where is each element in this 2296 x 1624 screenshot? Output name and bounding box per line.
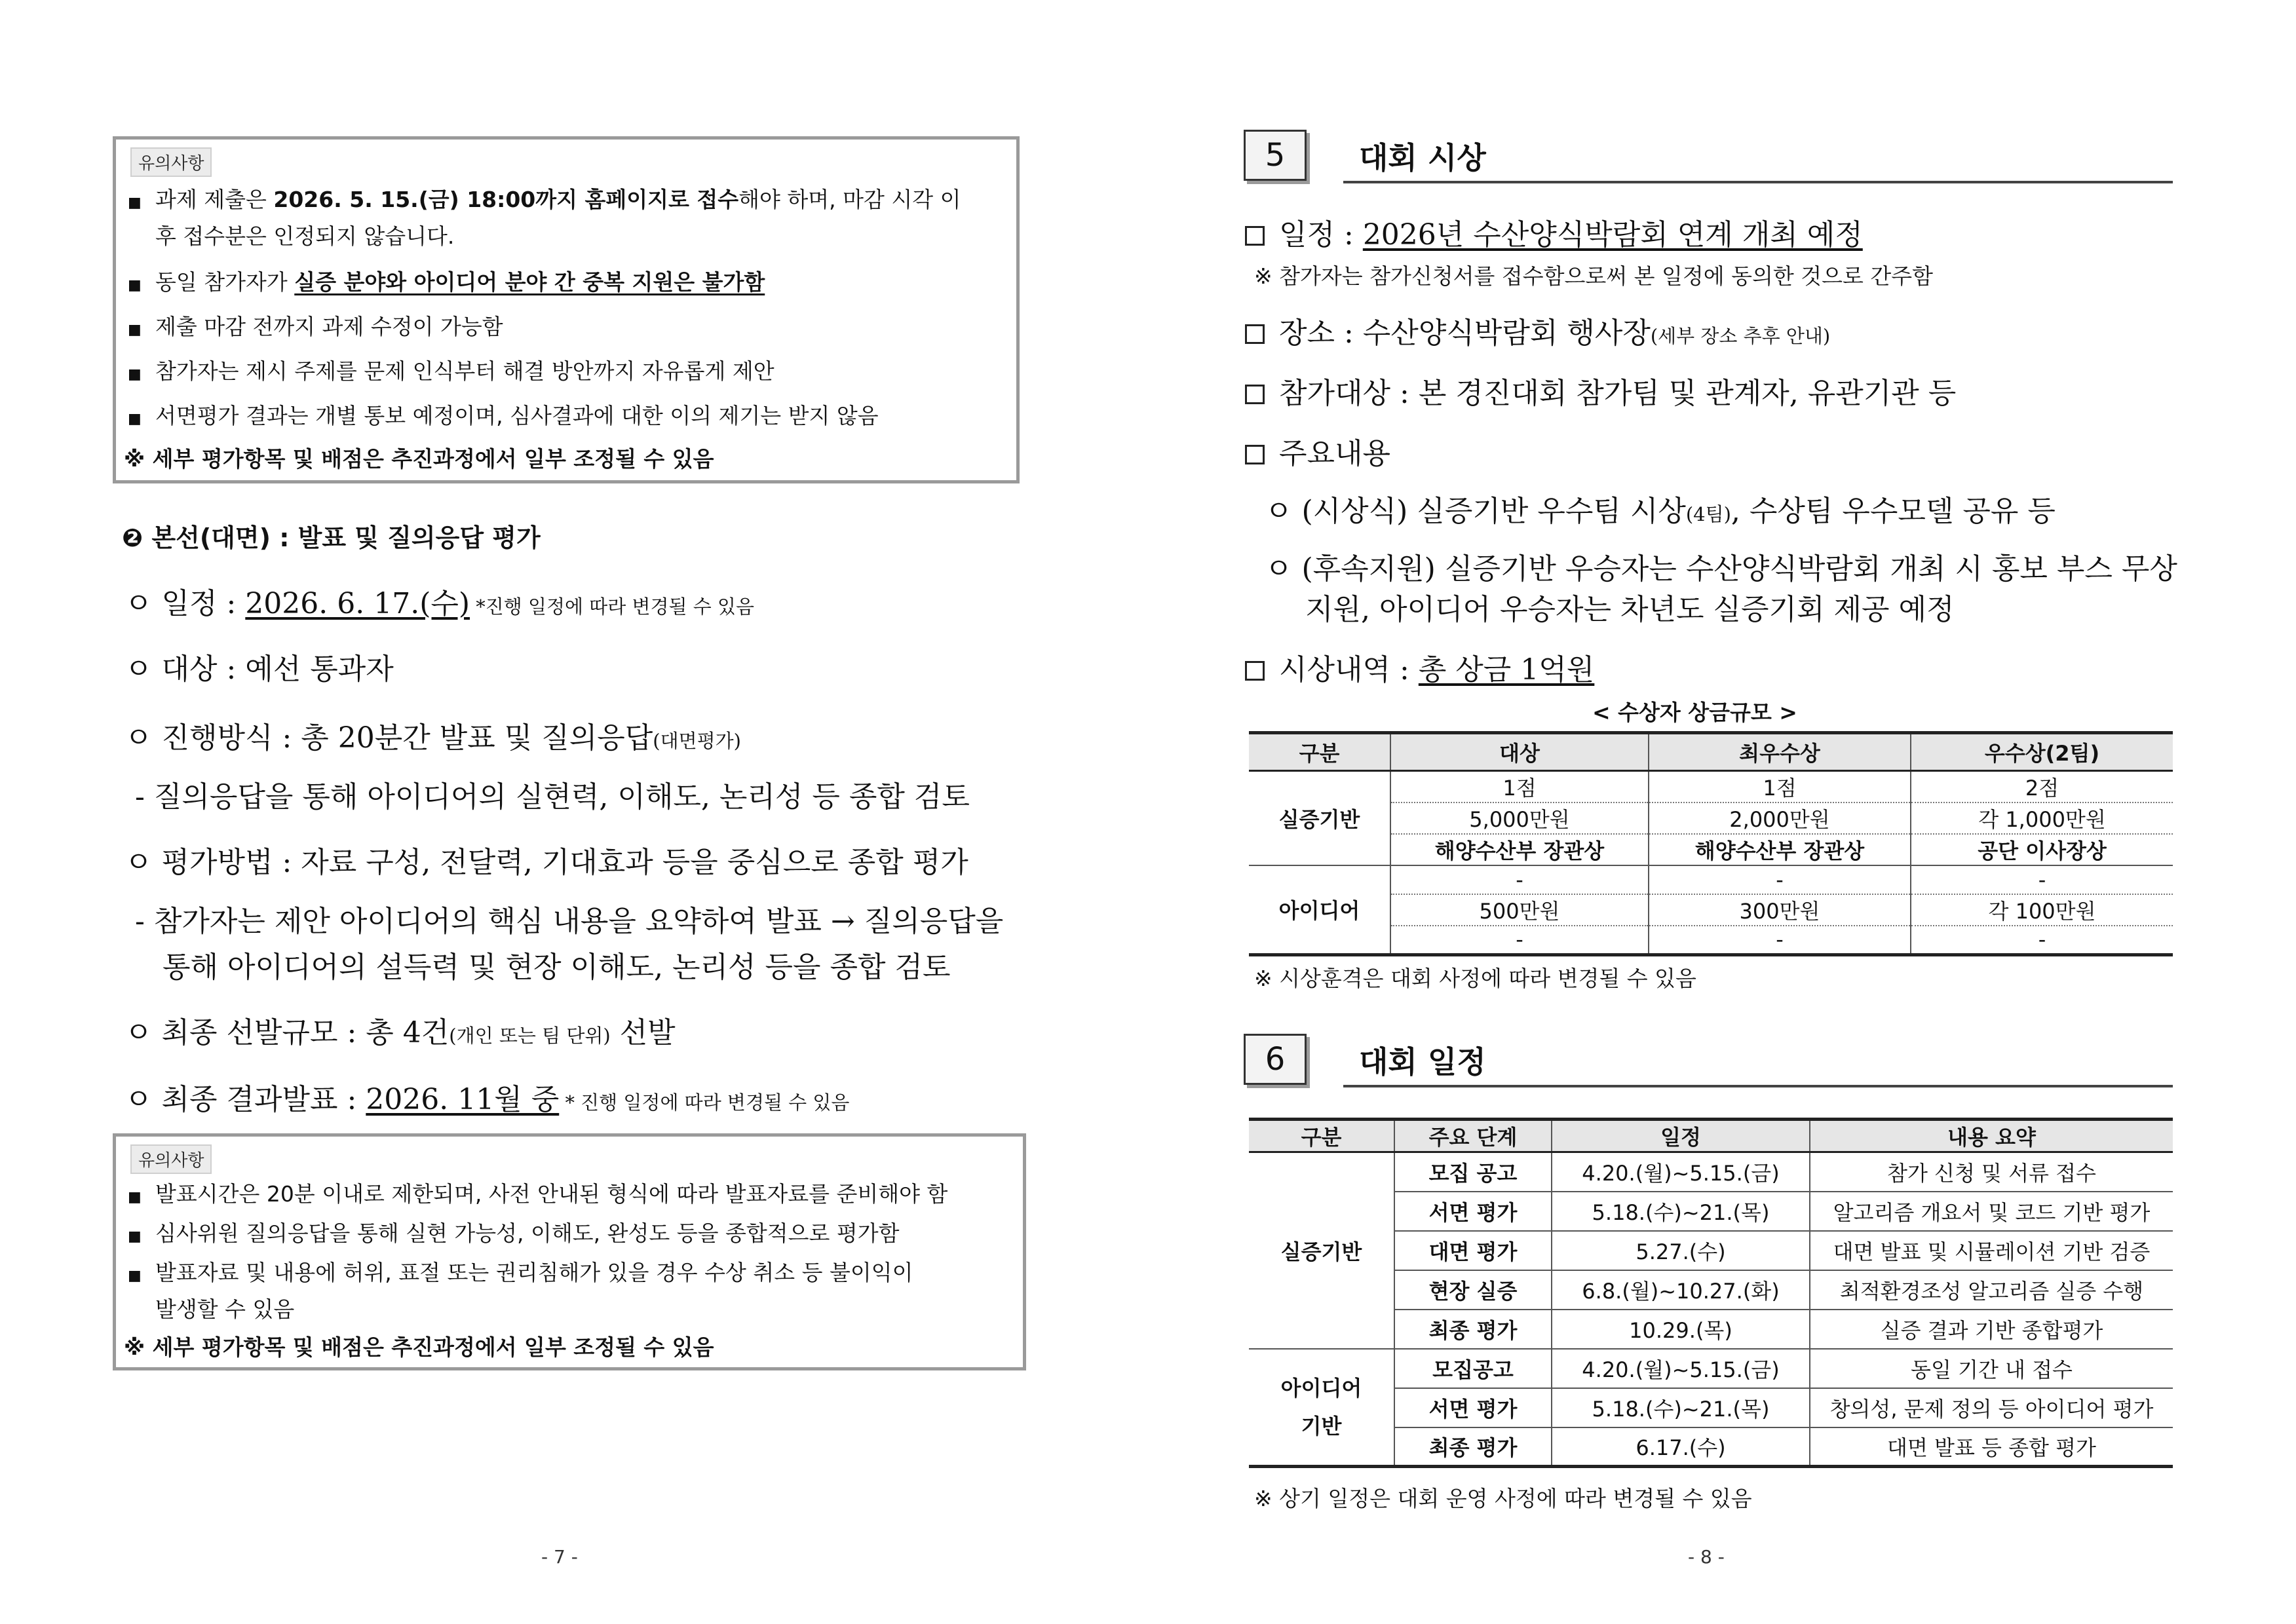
table-cell: 5.27.(수) (1552, 1231, 1810, 1270)
table-cell: - (1911, 926, 2173, 954)
checkbox-icon (1245, 661, 1265, 681)
table-cell: 2점 (1911, 771, 2173, 803)
notice-line: 후 접수분은 인정되지 않습니다. (155, 223, 455, 249)
table-header: 일정 (1552, 1120, 1810, 1152)
table-cell: 창의성, 문제 정의 등 아이디어 평가 (1810, 1388, 2173, 1427)
table-cell: 대면 평가 (1394, 1231, 1552, 1270)
table-cell: 알고리즘 개요서 및 코드 기반 평가 (1810, 1192, 2173, 1231)
award-schedule-line: 일정 : 2026년 수산양식박람회 연계 개최 예정 (1245, 211, 1863, 253)
section-divider (1343, 181, 2173, 183)
table-cell: 6.8.(월)~10.27.(화) (1552, 1270, 1810, 1310)
page-number-right: - 8 - (1688, 1546, 1725, 1568)
main-content-item-2: ㅇ (후속지원) 실증기반 우승자는 수산양식박람회 개최 시 홍보 부스 무상 (1265, 552, 2177, 586)
notice-line: ■ 서면평가 결과는 개별 통보 예정이며, 심사결과에 대한 이의 제기는 받지 않음 (128, 403, 879, 428)
checkbox-icon (1245, 445, 1265, 464)
notice-line: ■ 동일 참가자가 실증 분야와 아이디어 분야 간 중복 지원은 불가함 (128, 269, 765, 295)
table-cell: 10.29.(목) (1552, 1310, 1810, 1349)
section-number-5: 5 (1244, 130, 1307, 181)
main-content-item-2-cont: 지원, 아이디어 우승자는 차년도 실증기회 제공 예정 (1305, 593, 1955, 626)
notice-line: ■ 심사위원 질의응답을 통해 실현 가능성, 이해도, 완성도 등을 종합적으로 평가함 (128, 1220, 900, 1246)
table-cell: - (1649, 926, 1911, 954)
main-content-line: 주요내용 (1245, 430, 1390, 472)
table-cell: 해양수산부 장관상 (1390, 834, 1649, 865)
target-line: ㅇ 대상 : 예선 통과자 (124, 652, 394, 686)
eval-detail-1: - 참가자는 제안 아이디어의 핵심 내용을 요약하여 발표 → 질의응답을 (135, 905, 1004, 938)
section-number-6: 6 (1244, 1034, 1307, 1085)
section-title-6: 대회 일정 (1359, 1044, 1486, 1080)
section-heading-final: ❷ 본선(대면) : 발표 및 질의응답 평가 (122, 523, 541, 552)
table-category: 아이디어 기반 (1249, 1349, 1394, 1467)
eval-detail-2: 통해 아이디어의 설득력 및 현장 이해도, 논리성 등을 종합 검토 (163, 951, 951, 984)
final-selection-line: ㅇ 최종 선발규모 : 총 4건(개인 또는 팀 단위) 선발 (124, 1016, 676, 1049)
participants-line: 참가대상 : 본 경진대회 참가팀 및 관계자, 유관기관 등 (1245, 369, 1956, 411)
table-header: 대상 (1390, 733, 1649, 771)
award-note: ※ 시상훈격은 대회 사정에 따라 변경될 수 있음 (1254, 966, 1696, 991)
notice-tag: 유의사항 (130, 147, 212, 177)
eval-line: ㅇ 평가방법 : 자료 구성, 전달력, 기대효과 등을 중심으로 종합 평가 (124, 846, 968, 879)
table-header: 우수상(2팀) (1911, 733, 2173, 771)
main-content-item-1: ㅇ (시상식) 실증기반 우수팀 시상(4팀), 수상팀 우수모델 공유 등 (1265, 495, 2056, 528)
table-cell: 최종 평가 (1394, 1310, 1552, 1349)
notice-line: ■ 참가자는 제시 주제를 문제 인식부터 해결 방안까지 자유롭게 제안 (128, 358, 775, 384)
method-line: ㅇ 진행방식 : 총 20분간 발표 및 질의응답(대면평가) (124, 721, 741, 755)
notice-line: 발생할 수 있음 (155, 1296, 295, 1322)
table-header: 최우수상 (1649, 733, 1911, 771)
result-line: ㅇ 최종 결과발표 : 2026. 11월 중 * 진행 일정에 따라 변경될 수 있음 (124, 1083, 850, 1116)
table-cell: 모집공고 (1394, 1349, 1552, 1388)
table-category: 실증기반 (1249, 771, 1390, 866)
table-header: 주요 단계 (1394, 1120, 1552, 1152)
award-table (1249, 731, 2173, 956)
table-cell: 최종 평가 (1394, 1427, 1552, 1467)
table-cell: 대면 발표 및 시뮬레이션 기반 검증 (1810, 1231, 2173, 1270)
table-cell: 2,000만원 (1649, 803, 1911, 834)
place-line: 장소 : 수산양식박람회 행사장(세부 장소 추후 안내) (1245, 309, 1830, 351)
table-cell: - (1911, 865, 2173, 894)
award-total-line: 시상내역 : 총 상금 1억원 (1245, 646, 1594, 688)
table-cell: 4.20.(월)~5.15.(금) (1552, 1152, 1810, 1192)
table-cell: 최적환경조성 알고리즘 실증 수행 (1810, 1270, 2173, 1310)
table-header: 구분 (1249, 733, 1390, 771)
table-cell: 300만원 (1649, 894, 1911, 926)
table-cell: 1점 (1649, 771, 1911, 803)
notice-line: ■ 발표시간은 20분 이내로 제한되며, 사전 안내된 형식에 따라 발표자료를 준비해야 함 (128, 1181, 948, 1207)
table-cell: 해양수산부 장관상 (1649, 834, 1911, 865)
table-cell: 5.18.(수)~21.(목) (1552, 1192, 1810, 1231)
table-cell: 500만원 (1390, 894, 1649, 926)
checkbox-icon (1245, 226, 1265, 246)
notice-line: ■ 제출 마감 전까지 과제 수정이 가능함 (128, 314, 503, 339)
table-header: 구분 (1249, 1120, 1394, 1152)
page-number-left: - 7 - (541, 1546, 578, 1568)
table-cell: 각 100만원 (1911, 894, 2173, 926)
notice-footer: ※ 세부 평가항목 및 배점은 추진과정에서 일부 조정될 수 있음 (124, 446, 714, 472)
section-divider (1343, 1085, 2173, 1087)
table-cell: - (1649, 865, 1911, 894)
notice-tag: 유의사항 (130, 1144, 212, 1174)
notice-line: ■ 과제 제출은 2026. 5. 15.(금) 18:00까지 홈페이지로 접수해야 하며, 마감 시각 이 (128, 187, 961, 212)
award-table-caption: < 수상자 상금규모 > (1592, 700, 1797, 725)
checkbox-icon (1245, 385, 1265, 404)
table-header: 내용 요약 (1810, 1120, 2173, 1152)
table-cell: 5.18.(수)~21.(목) (1552, 1388, 1810, 1427)
section-title-5: 대회 시상 (1359, 140, 1486, 176)
notice-box-1 (113, 136, 1020, 483)
table-cell: 각 1,000만원 (1911, 803, 2173, 834)
schedule-note: ※ 참가자는 참가신청서를 접수함으로써 본 일정에 동의한 것으로 간주함 (1254, 263, 1934, 289)
schedule-line: ㅇ 일정 : 2026. 6. 17.(수) *진행 일정에 따라 변경될 수 있음 (124, 587, 755, 620)
table-cell: 서면 평가 (1394, 1388, 1552, 1427)
table-cell: 참가 신청 및 서류 접수 (1810, 1152, 2173, 1192)
notice-box-2 (113, 1133, 1026, 1370)
schedule-footer-note: ※ 상기 일정은 대회 운영 사정에 따라 변경될 수 있음 (1254, 1486, 1752, 1511)
table-cell: 실증 결과 기반 종합평가 (1810, 1310, 2173, 1349)
table-cell: 서면 평가 (1394, 1192, 1552, 1231)
table-cell: 모집 공고 (1394, 1152, 1552, 1192)
schedule-table (1249, 1118, 2173, 1468)
table-cell: - (1390, 865, 1649, 894)
table-category: 실증기반 (1249, 1152, 1394, 1349)
table-cell: 6.17.(수) (1552, 1427, 1810, 1467)
table-cell: 5,000만원 (1390, 803, 1649, 834)
table-category: 아이디어 (1249, 865, 1390, 954)
notice-footer: ※ 세부 평가항목 및 배점은 추진과정에서 일부 조정될 수 있음 (124, 1334, 714, 1360)
checkbox-icon (1245, 324, 1265, 344)
method-detail: - 질의응답을 통해 아이디어의 실현력, 이해도, 논리성 등 종합 검토 (135, 780, 970, 814)
notice-line: ■ 발표자료 및 내용에 허위, 표절 또는 권리침해가 있을 경우 수상 취소 등 불이익이 (128, 1260, 913, 1285)
table-cell: 1점 (1390, 771, 1649, 803)
table-cell: 현장 실증 (1394, 1270, 1552, 1310)
table-cell: 동일 기간 내 접수 (1810, 1349, 2173, 1388)
table-cell: 대면 발표 등 종합 평가 (1810, 1427, 2173, 1467)
table-cell: - (1390, 926, 1649, 954)
table-cell: 공단 이사장상 (1911, 834, 2173, 865)
table-cell: 4.20.(월)~5.15.(금) (1552, 1349, 1810, 1388)
